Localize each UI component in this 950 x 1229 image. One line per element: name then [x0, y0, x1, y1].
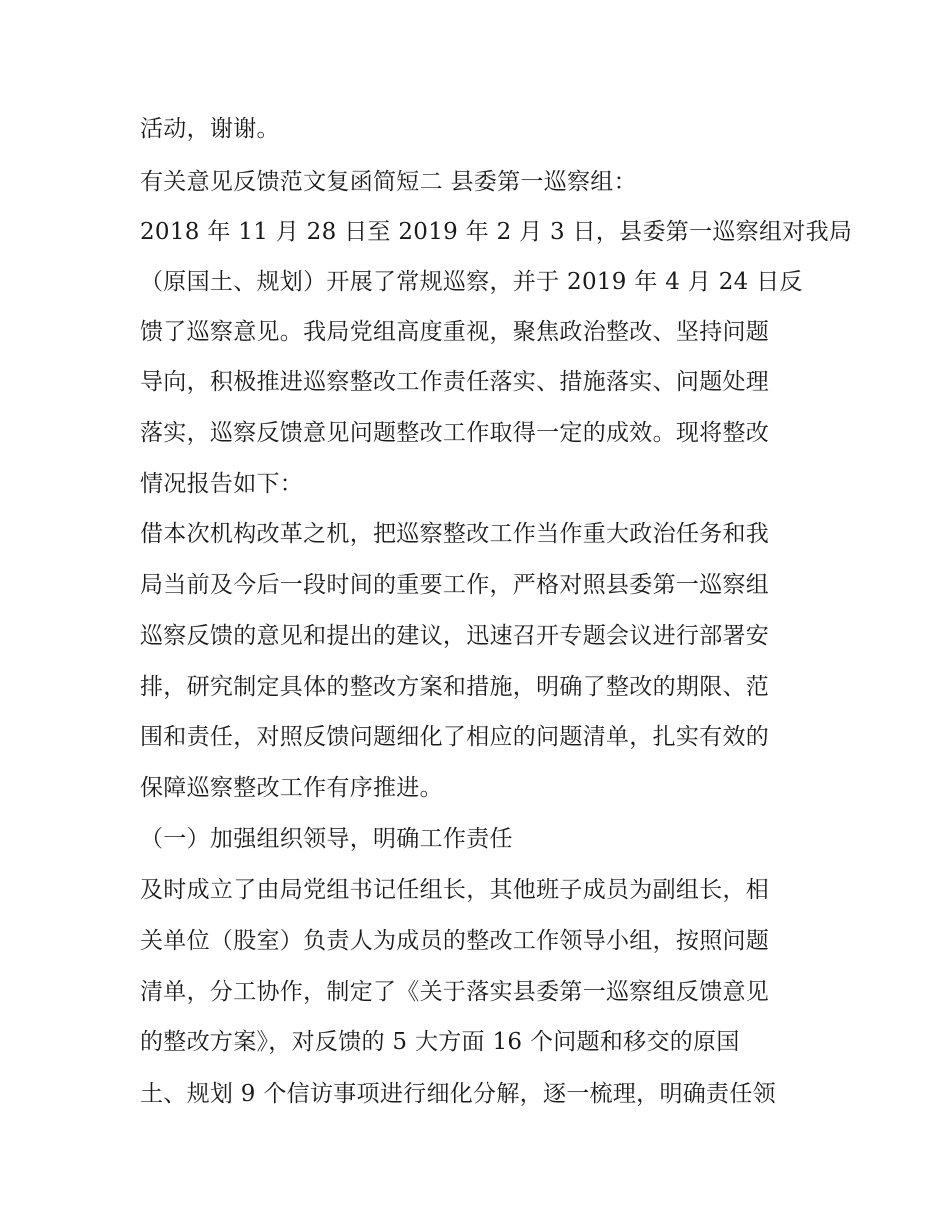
text-line: 活动，谢谢。	[140, 116, 280, 142]
text-line: 围和责任，对照反馈问题细化了相应的问题清单，扎实有效的	[140, 724, 770, 750]
text-line: 2018 年 11 月 28 日至 2019 年 2 月 3 日，县委第一巡察组对我局	[140, 219, 853, 245]
text-line: （原国土、规划）开展了常规巡察，并于 2019 年 4 月 24 日反	[140, 269, 803, 295]
text-line: 排，研究制定具体的整改方案和措施，明确了整改的期限、范	[140, 674, 770, 700]
text-line: 的整改方案》，对反馈的 5 大方面 16 个问题和移交的原国	[140, 1029, 740, 1055]
text-line: 借本次机构改革之机，把巡察整改工作当作重大政治任务和我	[140, 521, 770, 547]
text-line: 土、规划 9 个信访事项进行细化分解，逐一梳理，明确责任领	[140, 1081, 776, 1107]
text-line: 清单，分工协作，制定了《关于落实县委第一巡察组反馈意见	[140, 979, 770, 1005]
text-line: 关单位（股室）负责人为成员的整改工作领导小组，按照问题	[140, 928, 770, 954]
text-line: 保障巡察整改工作有序推进。	[140, 775, 443, 801]
text-line: 情况报告如下：	[140, 471, 304, 497]
text-line: 巡察反馈的意见和提出的建议，迅速召开专题会议进行部署安	[140, 623, 770, 649]
text-line: 导向，积极推进巡察整改工作责任落实、措施落实、问题处理	[140, 369, 770, 395]
section-heading: （一）加强组织领导，明确工作责任	[140, 826, 513, 852]
text-line: 有关意见反馈范文复函简短二 县委第一巡察组：	[140, 169, 637, 195]
text-line: 馈了巡察意见。我局党组高度重视，聚焦政治整改、坚持问题	[140, 319, 770, 345]
text-line: 落实，巡察反馈意见问题整改工作取得一定的成效。现将整改	[140, 420, 770, 446]
text-line: 局当前及今后一段时间的重要工作，严格对照县委第一巡察组	[140, 572, 770, 598]
text-line: 及时成立了由局党组书记任组长，其他班子成员为副组长，相	[140, 877, 770, 903]
